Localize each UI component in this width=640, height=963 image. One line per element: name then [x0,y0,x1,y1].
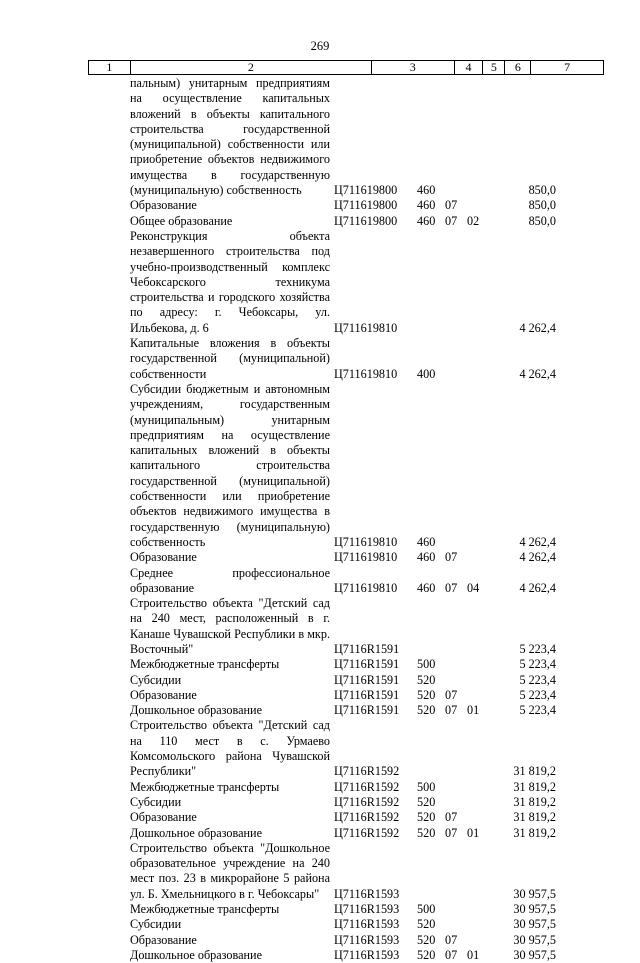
row-name: Образование [130,810,197,825]
row-section: 07 [445,703,458,718]
row-amount: 5 223,4 [519,657,556,672]
row-amount: 30 957,5 [513,917,556,932]
row-target-article: Ц7116R1592 [334,825,400,840]
row-target-article: Ц7116R1593 [334,902,400,917]
row-target-article: Ц7116R1591 [334,672,400,687]
table-row [88,566,604,597]
header-col-1: 1 [89,61,131,74]
row-amount: 5 223,4 [519,672,556,687]
row-section: 07 [445,550,458,565]
table-row [88,948,604,963]
row-subsection: 02 [467,213,480,228]
table-row [88,688,604,703]
table-row [88,933,604,948]
table-row [88,214,604,229]
header-col-7: 7 [564,60,571,74]
row-target-article: Ц7116R1591 [334,641,400,656]
row-name: Межбюджетные трансферты [130,779,280,794]
row-subsection: 01 [467,703,480,718]
row-name: Капитальные вложения в объекты государственной (муниципальной) собственности [130,336,330,381]
row-section: 07 [445,932,458,947]
table-row [88,673,604,688]
row-name: Строительство объекта "Детский сад на 110 мест в с. Урмаево Комсомольского района Чувашской Республики" [130,718,330,779]
table-row [88,780,604,795]
row-amount: 31 819,2 [513,779,556,794]
row-target-article: Ц7116R1593 [334,947,400,962]
row-amount: 5 223,4 [519,703,556,718]
row-name: Образование [130,198,197,213]
row-name: Субсидии бюджетным и автономным учреждениям, государственным (муниципальным) унитарным предприятиям на осуществление капитальных вложений в объекты капитального строительства государственной (муниципальной) собственности или приобретение объектов недвижимого имущества в государственную (муниципальную) собственность [130,381,330,549]
row-name: Субсидии [130,672,182,687]
table-row [88,657,604,672]
row-expense-type: 520 [417,825,436,840]
row-expense-type: 520 [417,947,436,962]
row-name: Образование [130,550,197,565]
row-amount: 4 262,4 [519,366,556,381]
row-expense-type: 500 [417,657,436,672]
row-amount: 5 223,4 [519,641,556,656]
row-name: Дошкольное образование [130,825,262,840]
row-expense-type: 520 [417,703,436,718]
row-expense-type: 520 [417,794,436,809]
row-expense-type: 460 [417,213,436,228]
row-name: Строительство объекта "Дошкольное образовательное учреждение на 240 мест поз. 23 в микрорайоне 5 района ул. Б. Хмельницкого в г. Чебоксары" [130,840,330,901]
row-amount: 4 262,4 [519,320,556,335]
table-row [88,902,604,917]
header-col-5: 5 [483,61,505,74]
row-expense-type: 520 [417,932,436,947]
row-target-article: Ц7116R1593 [334,886,400,901]
row-name: Межбюджетные трансферты [130,657,280,672]
row-expense-type: 500 [417,902,436,917]
table-body [88,76,604,963]
row-section: 07 [445,213,458,228]
table-row [88,76,604,198]
row-amount: 30 957,5 [513,932,556,947]
table-row [88,810,604,825]
row-amount: 850,0 [528,198,556,213]
table-row [88,718,604,779]
row-target-article: Ц7116R1592 [334,794,400,809]
header-col-6: 6 [505,61,531,74]
row-target-article: Ц7116R1591 [334,687,400,702]
row-name: Образование [130,932,197,947]
row-target-article: Ц7116R1592 [334,764,400,779]
row-amount: 30 957,5 [513,902,556,917]
row-section: 07 [445,687,458,702]
table-row [88,229,604,336]
table-header [88,60,604,75]
row-target-article: Ц7116R1591 [334,703,400,718]
row-name: Межбюджетные трансферты [130,902,280,917]
row-amount: 4 262,4 [519,534,556,549]
row-target-article: Ц7116R1592 [334,810,400,825]
row-section: 07 [445,947,458,962]
row-target-article: Ц711619810 [334,580,398,595]
row-amount: 31 819,2 [513,825,556,840]
row-subsection: 01 [467,947,480,962]
table-row [88,841,604,902]
table-row [88,826,604,841]
row-amount: 4 262,4 [519,550,556,565]
page-number: 269 [310,39,330,53]
header-col-4: 4 [455,61,484,74]
table-row [88,382,604,550]
table-row [88,795,604,810]
row-name: Субсидии [130,917,182,932]
row-expense-type: 460 [417,183,436,198]
row-name: Субсидии [130,794,182,809]
row-name: Общее образование [130,213,233,228]
table-row [88,917,604,932]
table-row [88,596,604,657]
row-amount: 850,0 [528,183,556,198]
header-col-2: 2 [131,61,372,74]
row-expense-type: 520 [417,917,436,932]
row-amount: 31 819,2 [513,810,556,825]
row-expense-type: 520 [417,672,436,687]
row-amount: 4 262,4 [519,580,556,595]
row-section: 07 [445,198,458,213]
row-expense-type: 460 [417,550,436,565]
row-expense-type: 460 [417,580,436,595]
row-target-article: Ц711619810 [334,366,398,381]
row-subsection: 01 [467,825,480,840]
table-row [88,550,604,565]
row-amount: 31 819,2 [513,794,556,809]
row-name: Среднее профессиональное образование [130,565,330,595]
row-expense-type: 520 [417,687,436,702]
row-amount: 31 819,2 [513,764,556,779]
row-section: 07 [445,580,458,595]
row-target-article: Ц711619810 [334,550,398,565]
row-expense-type: 460 [417,534,436,549]
row-name: Реконструкция объекта незавершенного строительства под учебно-производственный комплекс Чебоксарского техникума строительства и городского хозяйства по адресу: г. Чебоксары, ул. Ильбекова, д. 6 [130,228,330,335]
row-name: Образование [130,687,197,702]
row-amount: 30 957,5 [513,947,556,962]
row-target-article: Ц7116R1592 [334,779,400,794]
row-expense-type: 500 [417,779,436,794]
row-name: Дошкольное образование [130,703,262,718]
row-target-article: Ц711619800 [334,198,398,213]
row-expense-type: 520 [417,810,436,825]
table-row [88,198,604,213]
row-target-article: Ц711619800 [334,183,398,198]
row-target-article: Ц711619800 [334,213,398,228]
row-expense-type: 460 [417,198,436,213]
row-target-article: Ц711619810 [334,534,398,549]
row-target-article: Ц7116R1593 [334,917,400,932]
row-target-article: Ц711619810 [334,320,398,335]
row-target-article: Ц7116R1593 [334,932,400,947]
row-name: Дошкольное образование [130,947,262,962]
row-name: Строительство объекта "Детский сад на 240 мест, расположенный в г. Канаше Чувашской Республики в мкр. Восточный" [130,596,330,656]
row-expense-type: 400 [417,366,436,381]
table-row [88,336,604,382]
row-section: 07 [445,825,458,840]
row-amount: 5 223,4 [519,687,556,702]
header-col-3: 3 [372,61,455,74]
row-amount: 30 957,5 [513,886,556,901]
row-target-article: Ц7116R1591 [334,657,400,672]
row-subsection: 04 [467,580,480,595]
table-row [88,703,604,718]
row-name: пальным) унитарным предприятиям на осуществление капитальных вложений в объекты капитального строительства государственной (муниципальной) собственности или приобретение объектов недвижимого имущества в государственную (муниципальную) собственность [130,76,330,198]
row-amount: 850,0 [528,213,556,228]
row-section: 07 [445,810,458,825]
